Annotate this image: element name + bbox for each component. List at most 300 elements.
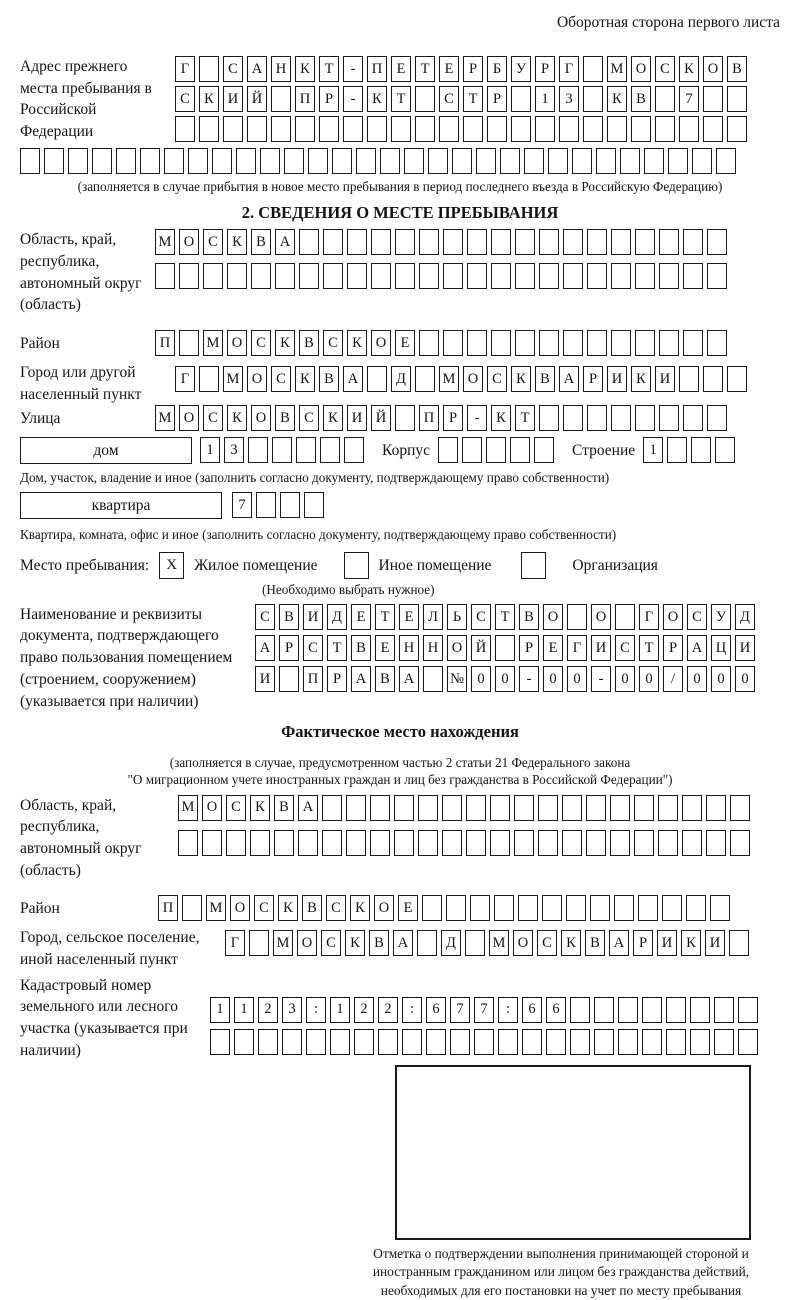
char-cell[interactable] bbox=[443, 330, 463, 356]
char-cell[interactable]: : bbox=[306, 997, 326, 1023]
char-cell[interactable]: Р bbox=[633, 930, 653, 956]
char-cell[interactable]: У bbox=[511, 56, 531, 82]
char-cell[interactable] bbox=[510, 437, 530, 463]
char-cell[interactable]: Й bbox=[247, 86, 267, 112]
char-cell[interactable]: Г bbox=[559, 56, 579, 82]
char-cell[interactable] bbox=[210, 1029, 230, 1055]
char-cell[interactable] bbox=[587, 263, 607, 289]
char-cell[interactable] bbox=[666, 997, 686, 1023]
char-cell[interactable] bbox=[452, 148, 472, 174]
char-cell[interactable] bbox=[467, 263, 487, 289]
char-cell[interactable] bbox=[662, 895, 682, 921]
char-cell[interactable] bbox=[491, 330, 511, 356]
char-cell[interactable]: Й bbox=[371, 405, 391, 431]
char-cell[interactable] bbox=[367, 366, 387, 392]
char-cell[interactable] bbox=[714, 997, 734, 1023]
char-cell[interactable] bbox=[308, 148, 328, 174]
char-cell[interactable]: 0 bbox=[471, 666, 491, 692]
char-cell[interactable]: Р bbox=[443, 405, 463, 431]
char-cell[interactable]: 0 bbox=[711, 666, 731, 692]
char-cell[interactable] bbox=[659, 330, 679, 356]
char-cell[interactable]: Г bbox=[175, 366, 195, 392]
char-cell[interactable]: Н bbox=[271, 56, 291, 82]
char-cell[interactable] bbox=[155, 263, 175, 289]
char-cell[interactable] bbox=[691, 437, 711, 463]
char-cell[interactable]: К bbox=[607, 86, 627, 112]
char-cell[interactable]: - bbox=[519, 666, 539, 692]
char-cell[interactable]: С bbox=[323, 330, 343, 356]
char-cell[interactable] bbox=[686, 895, 706, 921]
char-cell[interactable] bbox=[524, 148, 544, 174]
char-cell[interactable] bbox=[644, 148, 664, 174]
char-cell[interactable]: Е bbox=[439, 56, 459, 82]
char-cell[interactable] bbox=[443, 263, 463, 289]
char-cell[interactable] bbox=[730, 830, 750, 856]
char-cell[interactable] bbox=[511, 116, 531, 142]
char-cell[interactable] bbox=[466, 830, 486, 856]
char-cell[interactable] bbox=[370, 830, 390, 856]
char-cell[interactable]: Е bbox=[351, 604, 371, 630]
char-cell[interactable] bbox=[116, 148, 136, 174]
char-cell[interactable] bbox=[634, 795, 654, 821]
char-cell[interactable]: 1 bbox=[200, 437, 220, 463]
char-cell[interactable]: В bbox=[319, 366, 339, 392]
char-cell[interactable]: В bbox=[279, 604, 299, 630]
char-cell[interactable] bbox=[164, 148, 184, 174]
char-cell[interactable]: Е bbox=[543, 635, 563, 661]
char-cell[interactable]: М bbox=[155, 405, 175, 431]
char-cell[interactable] bbox=[347, 263, 367, 289]
char-cell[interactable]: К bbox=[350, 895, 370, 921]
char-cell[interactable]: С bbox=[299, 405, 319, 431]
char-cell[interactable] bbox=[620, 148, 640, 174]
char-cell[interactable]: В bbox=[351, 635, 371, 661]
char-cell[interactable]: К bbox=[323, 405, 343, 431]
char-cell[interactable] bbox=[659, 263, 679, 289]
char-cell[interactable]: И bbox=[591, 635, 611, 661]
char-cell[interactable] bbox=[495, 635, 515, 661]
char-cell[interactable] bbox=[679, 366, 699, 392]
char-cell[interactable] bbox=[247, 116, 267, 142]
char-cell[interactable] bbox=[667, 437, 687, 463]
char-cell[interactable] bbox=[402, 1029, 422, 1055]
char-cell[interactable] bbox=[587, 405, 607, 431]
char-cell[interactable]: С bbox=[655, 56, 675, 82]
char-cell[interactable]: 1 bbox=[330, 997, 350, 1023]
char-cell[interactable] bbox=[535, 116, 555, 142]
char-cell[interactable]: С bbox=[226, 795, 246, 821]
char-cell[interactable] bbox=[179, 330, 199, 356]
char-cell[interactable] bbox=[548, 148, 568, 174]
char-cell[interactable] bbox=[690, 1029, 710, 1055]
char-cell[interactable]: С bbox=[254, 895, 274, 921]
char-cell[interactable]: Т bbox=[515, 405, 535, 431]
char-cell[interactable] bbox=[511, 86, 531, 112]
char-cell[interactable] bbox=[271, 116, 291, 142]
char-cell[interactable]: М bbox=[178, 795, 198, 821]
char-cell[interactable] bbox=[706, 830, 726, 856]
char-cell[interactable]: 7 bbox=[450, 997, 470, 1023]
char-cell[interactable] bbox=[419, 263, 439, 289]
char-cell[interactable] bbox=[282, 1029, 302, 1055]
char-cell[interactable] bbox=[248, 437, 268, 463]
char-cell[interactable]: О bbox=[179, 229, 199, 255]
char-cell[interactable]: О bbox=[447, 635, 467, 661]
char-cell[interactable]: 6 bbox=[546, 997, 566, 1023]
char-cell[interactable]: - bbox=[343, 56, 363, 82]
char-cell[interactable]: : bbox=[498, 997, 518, 1023]
char-cell[interactable]: М bbox=[155, 229, 175, 255]
char-cell[interactable] bbox=[500, 148, 520, 174]
char-cell[interactable] bbox=[522, 1029, 542, 1055]
char-cell[interactable] bbox=[92, 148, 112, 174]
char-cell[interactable]: 1 bbox=[535, 86, 555, 112]
char-cell[interactable]: Б bbox=[487, 56, 507, 82]
char-cell[interactable] bbox=[450, 1029, 470, 1055]
char-cell[interactable] bbox=[715, 437, 735, 463]
char-cell[interactable] bbox=[539, 263, 559, 289]
char-cell[interactable] bbox=[655, 116, 675, 142]
char-cell[interactable]: В bbox=[299, 330, 319, 356]
char-cell[interactable]: В bbox=[727, 56, 747, 82]
char-cell[interactable] bbox=[666, 1029, 686, 1055]
char-cell[interactable] bbox=[346, 795, 366, 821]
char-cell[interactable] bbox=[539, 405, 559, 431]
char-cell[interactable]: Т bbox=[327, 635, 347, 661]
char-cell[interactable]: М bbox=[206, 895, 226, 921]
char-cell[interactable] bbox=[570, 1029, 590, 1055]
char-cell[interactable] bbox=[682, 830, 702, 856]
char-cell[interactable] bbox=[572, 148, 592, 174]
char-cell[interactable]: И bbox=[255, 666, 275, 692]
char-cell[interactable]: К bbox=[367, 86, 387, 112]
char-cell[interactable]: П bbox=[367, 56, 387, 82]
char-cell[interactable]: К bbox=[681, 930, 701, 956]
char-cell[interactable]: П bbox=[155, 330, 175, 356]
char-cell[interactable] bbox=[658, 795, 678, 821]
char-cell[interactable]: № bbox=[447, 666, 467, 692]
char-cell[interactable] bbox=[423, 666, 443, 692]
char-cell[interactable] bbox=[391, 116, 411, 142]
char-cell[interactable] bbox=[610, 830, 630, 856]
char-cell[interactable] bbox=[703, 116, 723, 142]
char-cell[interactable] bbox=[658, 830, 678, 856]
char-cell[interactable]: У bbox=[711, 604, 731, 630]
char-cell[interactable]: 0 bbox=[615, 666, 635, 692]
char-cell[interactable] bbox=[271, 86, 291, 112]
char-cell[interactable] bbox=[226, 830, 246, 856]
char-cell[interactable] bbox=[467, 330, 487, 356]
char-cell[interactable] bbox=[370, 795, 390, 821]
char-cell[interactable] bbox=[20, 148, 40, 174]
char-cell[interactable] bbox=[443, 229, 463, 255]
char-cell[interactable] bbox=[279, 666, 299, 692]
char-cell[interactable] bbox=[284, 148, 304, 174]
char-cell[interactable]: К bbox=[227, 229, 247, 255]
char-cell[interactable]: Г bbox=[567, 635, 587, 661]
char-cell[interactable] bbox=[727, 366, 747, 392]
char-cell[interactable] bbox=[323, 263, 343, 289]
char-cell[interactable] bbox=[679, 116, 699, 142]
char-cell[interactable] bbox=[642, 997, 662, 1023]
char-cell[interactable] bbox=[251, 263, 271, 289]
char-cell[interactable] bbox=[615, 604, 635, 630]
char-cell[interactable] bbox=[487, 116, 507, 142]
char-cell[interactable]: Е bbox=[395, 330, 415, 356]
char-cell[interactable] bbox=[275, 263, 295, 289]
char-cell[interactable]: Д bbox=[735, 604, 755, 630]
char-cell[interactable]: О bbox=[703, 56, 723, 82]
char-cell[interactable] bbox=[462, 437, 482, 463]
char-cell[interactable] bbox=[417, 930, 437, 956]
char-cell[interactable]: 0 bbox=[567, 666, 587, 692]
char-cell[interactable] bbox=[415, 86, 435, 112]
char-cell[interactable] bbox=[659, 229, 679, 255]
char-cell[interactable]: М bbox=[607, 56, 627, 82]
char-cell[interactable] bbox=[418, 830, 438, 856]
char-cell[interactable] bbox=[199, 56, 219, 82]
char-cell[interactable]: А bbox=[255, 635, 275, 661]
char-cell[interactable] bbox=[583, 56, 603, 82]
char-cell[interactable]: Д bbox=[441, 930, 461, 956]
char-cell[interactable] bbox=[446, 895, 466, 921]
char-cell[interactable] bbox=[463, 116, 483, 142]
char-cell[interactable]: - bbox=[343, 86, 363, 112]
char-cell[interactable] bbox=[618, 997, 638, 1023]
char-cell[interactable]: Р bbox=[487, 86, 507, 112]
char-cell[interactable]: Т bbox=[463, 86, 483, 112]
char-cell[interactable]: О bbox=[247, 366, 267, 392]
char-cell[interactable] bbox=[249, 930, 269, 956]
char-cell[interactable] bbox=[738, 1029, 758, 1055]
char-cell[interactable] bbox=[611, 405, 631, 431]
char-cell[interactable]: И bbox=[607, 366, 627, 392]
char-cell[interactable] bbox=[611, 263, 631, 289]
char-cell[interactable]: С bbox=[203, 405, 223, 431]
char-cell[interactable]: П bbox=[158, 895, 178, 921]
char-cell[interactable]: 0 bbox=[639, 666, 659, 692]
char-cell[interactable] bbox=[635, 229, 655, 255]
char-cell[interactable]: Ь bbox=[447, 604, 467, 630]
char-cell[interactable]: А bbox=[351, 666, 371, 692]
char-cell[interactable]: О bbox=[513, 930, 533, 956]
char-cell[interactable]: О bbox=[251, 405, 271, 431]
char-cell[interactable] bbox=[371, 229, 391, 255]
char-cell[interactable] bbox=[465, 930, 485, 956]
char-cell[interactable]: К bbox=[227, 405, 247, 431]
char-cell[interactable] bbox=[707, 330, 727, 356]
char-cell[interactable] bbox=[738, 997, 758, 1023]
stay-option-zhiloe-checkbox[interactable]: X bbox=[159, 552, 184, 579]
char-cell[interactable]: В bbox=[535, 366, 555, 392]
char-cell[interactable] bbox=[404, 148, 424, 174]
char-cell[interactable] bbox=[607, 116, 627, 142]
char-cell[interactable] bbox=[491, 229, 511, 255]
char-cell[interactable] bbox=[236, 148, 256, 174]
char-cell[interactable]: О bbox=[591, 604, 611, 630]
char-cell[interactable]: Й bbox=[471, 635, 491, 661]
char-cell[interactable] bbox=[227, 263, 247, 289]
char-cell[interactable] bbox=[299, 229, 319, 255]
char-cell[interactable] bbox=[635, 263, 655, 289]
char-cell[interactable] bbox=[706, 795, 726, 821]
char-cell[interactable] bbox=[490, 830, 510, 856]
char-cell[interactable] bbox=[395, 229, 415, 255]
char-cell[interactable] bbox=[203, 263, 223, 289]
char-cell[interactable]: В bbox=[519, 604, 539, 630]
char-cell[interactable] bbox=[304, 492, 324, 518]
char-cell[interactable] bbox=[727, 116, 747, 142]
char-cell[interactable] bbox=[250, 830, 270, 856]
char-cell[interactable]: Д bbox=[327, 604, 347, 630]
char-cell[interactable] bbox=[587, 330, 607, 356]
char-cell[interactable]: Г bbox=[225, 930, 245, 956]
char-cell[interactable] bbox=[634, 830, 654, 856]
char-cell[interactable]: В bbox=[302, 895, 322, 921]
char-cell[interactable]: А bbox=[609, 930, 629, 956]
char-cell[interactable]: Т bbox=[639, 635, 659, 661]
char-cell[interactable] bbox=[367, 116, 387, 142]
char-cell[interactable] bbox=[563, 263, 583, 289]
char-cell[interactable] bbox=[727, 86, 747, 112]
char-cell[interactable] bbox=[68, 148, 88, 174]
char-cell[interactable] bbox=[299, 263, 319, 289]
char-cell[interactable]: К bbox=[347, 330, 367, 356]
char-cell[interactable] bbox=[611, 229, 631, 255]
char-cell[interactable]: И bbox=[303, 604, 323, 630]
char-cell[interactable] bbox=[642, 1029, 662, 1055]
char-cell[interactable]: М bbox=[273, 930, 293, 956]
char-cell[interactable] bbox=[566, 895, 586, 921]
char-cell[interactable] bbox=[175, 116, 195, 142]
char-cell[interactable]: К bbox=[295, 56, 315, 82]
char-cell[interactable] bbox=[179, 263, 199, 289]
char-cell[interactable] bbox=[683, 405, 703, 431]
char-cell[interactable]: Е bbox=[399, 604, 419, 630]
char-cell[interactable] bbox=[567, 604, 587, 630]
char-cell[interactable] bbox=[395, 263, 415, 289]
char-cell[interactable] bbox=[586, 830, 606, 856]
char-cell[interactable]: С bbox=[687, 604, 707, 630]
char-cell[interactable]: С bbox=[615, 635, 635, 661]
stay-option-inoe-checkbox[interactable] bbox=[344, 552, 369, 579]
char-cell[interactable] bbox=[470, 895, 490, 921]
char-cell[interactable] bbox=[178, 830, 198, 856]
char-cell[interactable] bbox=[295, 116, 315, 142]
char-cell[interactable] bbox=[466, 795, 486, 821]
char-cell[interactable]: Р bbox=[535, 56, 555, 82]
char-cell[interactable]: Г bbox=[639, 604, 659, 630]
char-cell[interactable] bbox=[422, 895, 442, 921]
char-cell[interactable]: С bbox=[326, 895, 346, 921]
char-cell[interactable]: 0 bbox=[687, 666, 707, 692]
char-cell[interactable] bbox=[394, 795, 414, 821]
char-cell[interactable]: : bbox=[402, 997, 422, 1023]
char-cell[interactable]: Г bbox=[175, 56, 195, 82]
char-cell[interactable] bbox=[395, 405, 415, 431]
char-cell[interactable] bbox=[258, 1029, 278, 1055]
char-cell[interactable]: М bbox=[489, 930, 509, 956]
char-cell[interactable] bbox=[418, 795, 438, 821]
char-cell[interactable] bbox=[683, 330, 703, 356]
char-cell[interactable] bbox=[380, 148, 400, 174]
char-cell[interactable] bbox=[534, 437, 554, 463]
char-cell[interactable] bbox=[730, 795, 750, 821]
char-cell[interactable]: К bbox=[345, 930, 365, 956]
char-cell[interactable] bbox=[563, 229, 583, 255]
char-cell[interactable]: А bbox=[559, 366, 579, 392]
char-cell[interactable]: 0 bbox=[495, 666, 515, 692]
char-cell[interactable]: В bbox=[274, 795, 294, 821]
char-cell[interactable] bbox=[668, 148, 688, 174]
char-cell[interactable]: 6 bbox=[522, 997, 542, 1023]
char-cell[interactable] bbox=[583, 86, 603, 112]
char-cell[interactable] bbox=[319, 116, 339, 142]
char-cell[interactable] bbox=[498, 1029, 518, 1055]
char-cell[interactable]: П bbox=[419, 405, 439, 431]
char-cell[interactable]: О bbox=[374, 895, 394, 921]
char-cell[interactable]: А bbox=[399, 666, 419, 692]
char-cell[interactable]: О bbox=[463, 366, 483, 392]
char-cell[interactable]: - bbox=[591, 666, 611, 692]
char-cell[interactable] bbox=[306, 1029, 326, 1055]
char-cell[interactable] bbox=[476, 148, 496, 174]
char-cell[interactable] bbox=[202, 830, 222, 856]
char-cell[interactable] bbox=[223, 116, 243, 142]
char-cell[interactable] bbox=[296, 437, 316, 463]
char-cell[interactable]: С bbox=[203, 229, 223, 255]
char-cell[interactable]: А bbox=[343, 366, 363, 392]
char-cell[interactable]: Т bbox=[495, 604, 515, 630]
char-cell[interactable]: 0 bbox=[543, 666, 563, 692]
char-cell[interactable]: 7 bbox=[474, 997, 494, 1023]
char-cell[interactable]: О bbox=[297, 930, 317, 956]
char-cell[interactable]: О bbox=[227, 330, 247, 356]
char-cell[interactable] bbox=[343, 116, 363, 142]
char-cell[interactable] bbox=[570, 997, 590, 1023]
char-cell[interactable]: С bbox=[271, 366, 291, 392]
char-cell[interactable]: К bbox=[278, 895, 298, 921]
char-cell[interactable]: 6 bbox=[426, 997, 446, 1023]
char-cell[interactable] bbox=[140, 148, 160, 174]
char-cell[interactable] bbox=[714, 1029, 734, 1055]
char-cell[interactable] bbox=[330, 1029, 350, 1055]
char-cell[interactable]: С bbox=[537, 930, 557, 956]
char-cell[interactable]: Т bbox=[415, 56, 435, 82]
char-cell[interactable] bbox=[442, 795, 462, 821]
char-cell[interactable] bbox=[490, 795, 510, 821]
char-cell[interactable] bbox=[394, 830, 414, 856]
char-cell[interactable] bbox=[322, 795, 342, 821]
char-cell[interactable] bbox=[415, 366, 435, 392]
char-cell[interactable]: С bbox=[439, 86, 459, 112]
char-cell[interactable]: О bbox=[663, 604, 683, 630]
char-cell[interactable] bbox=[703, 366, 723, 392]
char-cell[interactable]: С bbox=[223, 56, 243, 82]
char-cell[interactable] bbox=[438, 437, 458, 463]
char-cell[interactable] bbox=[690, 997, 710, 1023]
char-cell[interactable]: Р bbox=[663, 635, 683, 661]
char-cell[interactable] bbox=[272, 437, 292, 463]
char-cell[interactable] bbox=[234, 1029, 254, 1055]
char-cell[interactable] bbox=[518, 895, 538, 921]
char-cell[interactable] bbox=[562, 795, 582, 821]
char-cell[interactable] bbox=[655, 86, 675, 112]
char-cell[interactable]: К bbox=[631, 366, 651, 392]
char-cell[interactable]: А bbox=[275, 229, 295, 255]
char-cell[interactable]: Т bbox=[375, 604, 395, 630]
char-cell[interactable] bbox=[590, 895, 610, 921]
